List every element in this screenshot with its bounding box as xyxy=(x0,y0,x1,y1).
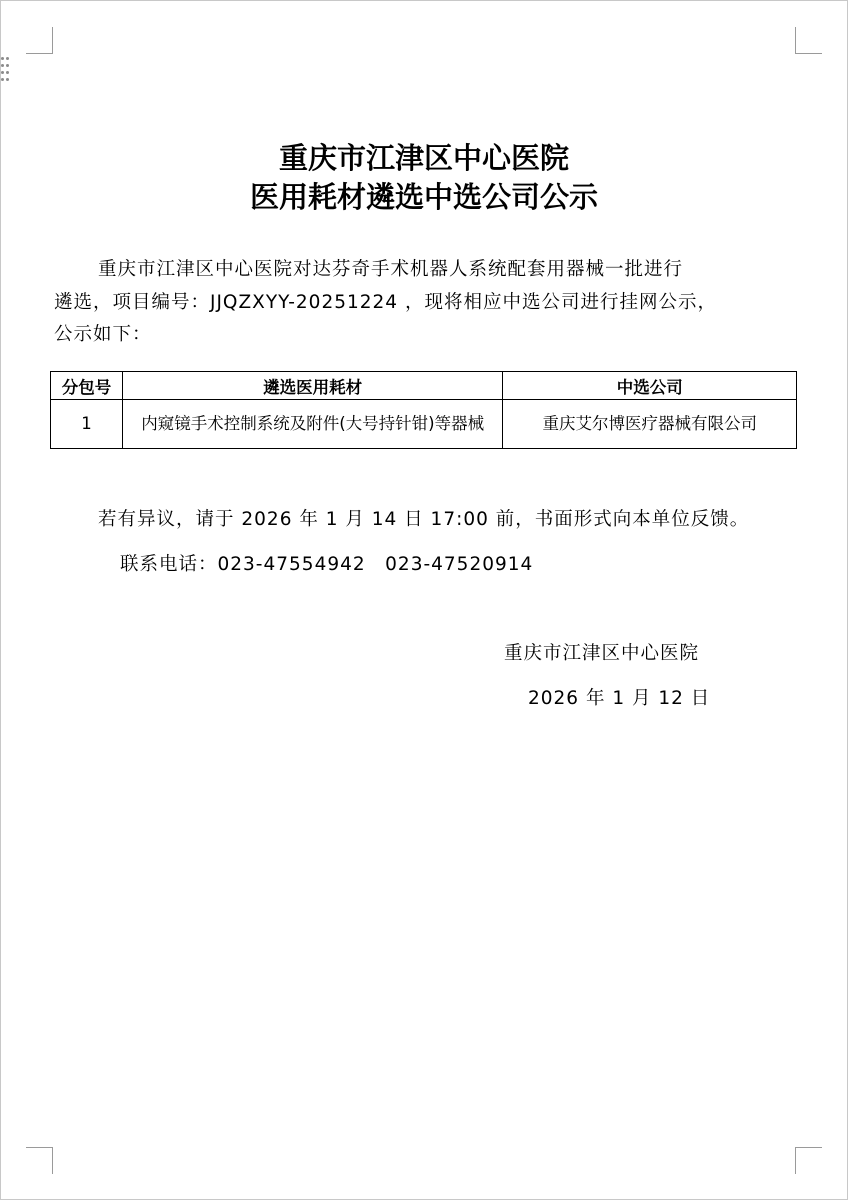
document-subtitle: 医用耗材遴选中选公司公示 xyxy=(249,180,598,214)
signature-organization: 重庆市江津区中心医院 xyxy=(504,643,700,664)
crop-mark-bottom-left xyxy=(26,1147,53,1174)
header-company: 中选公司 xyxy=(503,372,797,400)
drag-handle-icon[interactable] xyxy=(1,57,11,87)
signature-date: 2026 年 1 月 12 日 xyxy=(528,688,711,709)
header-package-no: 分包号 xyxy=(51,372,123,400)
header-material: 遴选医用耗材 xyxy=(122,372,502,400)
table-row xyxy=(51,400,797,449)
award-table xyxy=(50,371,797,449)
intro-line-2: 遴选，项目编号：JJQZXYY-20251224 ，现将相应中选公司进行挂网公示， xyxy=(54,292,717,313)
objection-notice: 若有异议，请于 2026 年 1 月 14 日 17:00 前，书面形式向本单位反馈。 xyxy=(98,509,750,530)
cell-company: 重庆艾尔博医疗器械有限公司 xyxy=(503,400,797,449)
cell-material: 内窥镜手术控制系统及附件(大号持针钳)等器械 xyxy=(122,400,502,449)
cell-package-no: 1 xyxy=(51,400,123,449)
crop-mark-top-right xyxy=(795,27,822,54)
document-title: 重庆市江津区中心医院 xyxy=(278,141,569,175)
contact-phone: 联系电话：023-47554942 023-47520914 xyxy=(120,554,534,575)
intro-line-1: 重庆市江津区中心医院对达芬奇手术机器人系统配套用器械一批进行 xyxy=(98,259,684,280)
table-header-row xyxy=(51,372,797,400)
intro-line-3: 公示如下： xyxy=(54,324,152,345)
crop-mark-top-left xyxy=(26,27,53,54)
crop-mark-bottom-right xyxy=(795,1147,822,1174)
